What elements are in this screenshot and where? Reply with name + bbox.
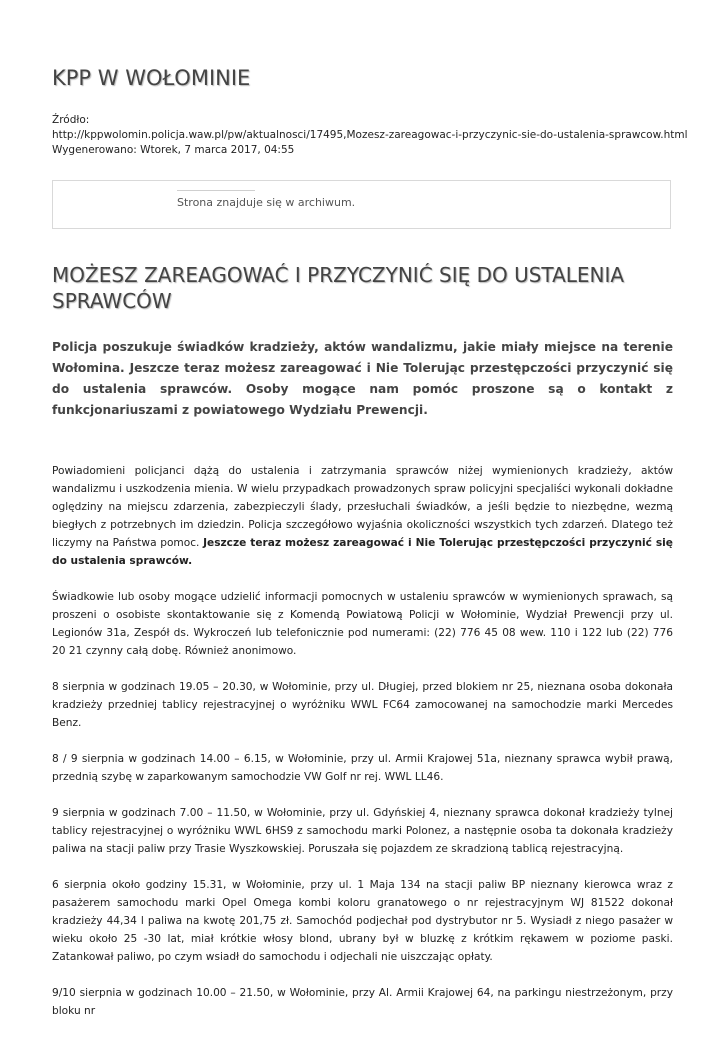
paragraph-1 [52,462,673,570]
paragraph-4: 8 / 9 sierpnia w godzinach 14.00 – 6.15, w Wołominie, przy ul. Armii Krajowej 51a, nieznany sprawca wybił prawą, przednią szybę w zaparkowanym samochodzie VW Golf nr rej. WWL LL46. [52,753,673,783]
site-title: KPP W WOŁOMINIE [52,66,251,90]
source-meta [52,113,692,158]
paragraph-1-text: Powiadomieni policjanci dążą do ustalenia i zatrzymania sprawców niżej wymienionych kradzieży, aktów wandalizmu i uszkodzenia mienia. W wielu przypadkach prowadzonych spraw policyjni specjaliści wykonali dokładne oględziny na miejscu zdarzenia, zabezpieczyli ślady, przesłuchali świadków, a jeśli będzie to niezbędne, wezmą biegłych z potrzebnych im dziedzin. Policja szczegółowo wyjaśnia okoliczności wszystkich tych zdarzeń. Dlatego też liczymy na Państwa pomoc. [52,465,673,549]
paragraph-3: 8 sierpnia w godzinach 19.05 – 20.30, w Wołominie, przy ul. Długiej, przed blokiem nr 25, nieznana osoba dokonała kradzieży przedniej tablicy rejestracyjnej o wyróżniku WWL FC64 zamocowanej na samochodzie marki Mercedes Benz. [52,681,673,729]
source-url[interactable]: http://kppwolomin.policja.waw.pl/pw/aktualnosci/17495,Mozesz-zareagowac-i-przyczynic-sie-do-ustalenia-sprawcow.html [52,129,688,141]
generated-date: Wygenerowano: Wtorek, 7 marca 2017, 04:55 [52,144,295,156]
paragraph-7: 9/10 sierpnia w godzinach 10.00 – 21.50, w Wołominie, przy Al. Armii Krajowej 64, na parkingu niestrzeżonym, przy bloku nr [52,987,673,1017]
article-body [52,462,673,1038]
archive-notice: Strona znajduje się w archiwum. [177,196,356,209]
paragraph-6: 6 sierpnia około godziny 15.31, w Wołominie, przy ul. 1 Maja 134 na stacji paliw BP nieznany kierowca wraz z pasażerem samochodu marki Opel Omega kombi koloru granatowego o nr rejestracyjnym WJ 81522 dokonał kradzieży 44,34 l paliwa na kwotę 201,75 zł. Samochód podjechał pod dystrybutor nr 5. Wysiadł z niego pasażer w wieku około 25 -30 lat, miał krótkie włosy blond, ubrany był w bluzkę z krótkim rękawem w poziome paski. Zatankował paliwo, po czym wsiadł do samochodu i odjechali nie uiszczając opłaty. [52,879,673,963]
article-title: MOŻESZ ZAREAGOWAĆ I PRZYCZYNIĆ SIĘ DO USTALENIA SPRAWCÓW [52,263,625,313]
source-label: Źródło: [52,114,90,126]
article-lead: Policja poszukuje świadków kradzieży, aktów wandalizmu, jakie miały miejsce na terenie Wołomina. Jeszcze teraz możesz zareagować i Nie Tolerując przestępczości przyczynić się do ustalenia sprawców. Osoby mogące nam pomóc proszone są o kontakt z funkcjonariuszami z powiatowego Wydziału Prewencji. [52,340,673,417]
archive-notice-box [52,180,671,229]
archive-divider [177,190,255,191]
paragraph-5: 9 sierpnia w godzinach 7.00 – 11.50, w Wołominie, przy ul. Gdyńskiej 4, nieznany sprawca dokonał kradzieży tylnej tablicy rejestracyjnej o wyróżniku WWL 6HS9 z samochodu marki Polonez, a następnie osoba ta dokonała kradzieży paliwa na stacji paliw przy Trasie Wyszkowskiej. Poruszała się pojazdem ze skradzioną tablicą rejestracyjną. [52,807,673,855]
paragraph-2: Świadkowie lub osoby mogące udzielić informacji pomocnych w ustaleniu sprawców w wymienionych sprawach, są proszeni o osobiste skontaktowanie się z Komendą Powiatową Policji w Wołominie, Wydział Prewencji przy ul. Legionów 31a, Zespół ds. Wykroczeń lub telefonicznie pod numerami: (22) 776 45 08 wew. 110 i 122 lub (22) 776 20 21 czynny całą dobę. Również anonimowo. [52,591,673,657]
paragraph-1-bold: Jeszcze teraz możesz zareagować i Nie Tolerując przestępczości przyczynić się do ustalenia sprawców. [52,537,673,567]
